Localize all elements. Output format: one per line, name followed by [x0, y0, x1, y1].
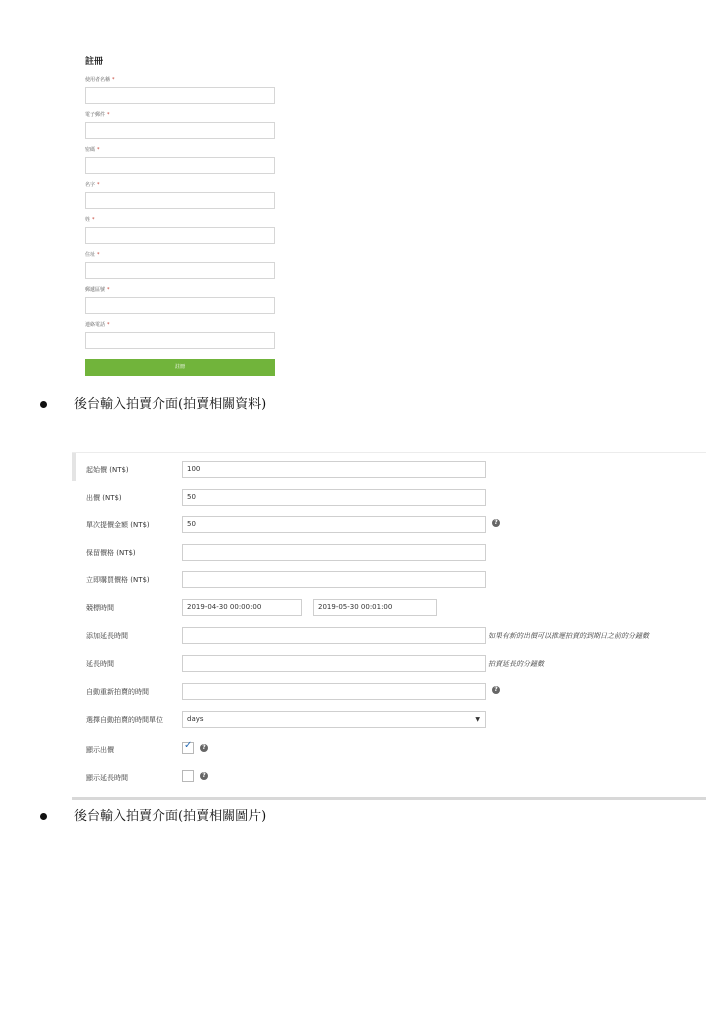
required-mark: *	[92, 217, 95, 223]
bid-label: 出價 (NT$)	[86, 494, 122, 502]
address-input[interactable]	[85, 262, 275, 279]
reserve-label: 保留價格 (NT$)	[86, 549, 136, 557]
check-icon: ✓	[184, 740, 193, 751]
bullet-text: 後台輸入拍賣介面(拍賣相關圖片)	[74, 809, 267, 824]
extend-label: 延長時間	[86, 660, 114, 668]
bidding-time-label: 競標時間	[86, 604, 114, 612]
help-icon[interactable]: ?	[492, 519, 500, 527]
extend-add-input[interactable]	[182, 627, 486, 644]
first-name-field	[85, 181, 275, 216]
postcode-field	[85, 286, 275, 321]
bullet-dot	[40, 401, 47, 408]
relist-unit-value: days	[187, 715, 204, 723]
extend-add-help: 如果有新的出價可以推遲拍賣的到期日之前的分鐘數	[488, 632, 649, 640]
auto-relist-label: 自動重新拍賣的時間	[86, 688, 149, 696]
bullet-text: 後台輸入拍賣介面(拍賣相關資料)	[74, 397, 267, 412]
register-title: 註冊	[85, 57, 104, 67]
register-form	[85, 56, 275, 356]
bidding-end-input[interactable]: 2019-05-30 00:01:00	[313, 599, 437, 616]
bid-input[interactable]: 50	[182, 489, 486, 506]
extend-add-row	[72, 627, 706, 645]
bid-row	[72, 489, 706, 507]
first-name-input[interactable]	[85, 192, 275, 209]
extend-row	[72, 655, 706, 673]
start-price-label: 起始價 (NT$)	[86, 466, 129, 474]
start-price-input[interactable]: 100	[182, 461, 486, 478]
extend-help: 拍賣延長的分鐘數	[488, 660, 544, 668]
postcode-label: 郵遞區號	[85, 287, 106, 293]
relist-unit-select[interactable]	[182, 711, 486, 728]
username-field	[85, 76, 275, 111]
extend-add-label: 添加延長時間	[86, 632, 128, 640]
last-name-field	[85, 216, 275, 251]
increment-input[interactable]: 50	[182, 516, 486, 533]
show-extend-checkbox[interactable]	[182, 770, 194, 782]
password-field	[85, 146, 275, 181]
increment-label: 單次提價金額 (NT$)	[86, 521, 150, 529]
auto-relist-row	[72, 683, 706, 701]
relist-unit-row	[72, 711, 706, 729]
help-icon[interactable]: ?	[200, 772, 208, 780]
bullet-dot	[40, 813, 47, 820]
username-label: 使用者名稱	[85, 77, 111, 83]
required-mark: *	[97, 147, 100, 153]
show-extend-label: 顯示延長時間	[86, 774, 128, 782]
last-name-label: 姓	[85, 217, 91, 223]
auto-relist-input[interactable]	[182, 683, 486, 700]
register-button[interactable]: 註冊	[85, 359, 275, 376]
username-input[interactable]	[85, 87, 275, 104]
buy-now-label: 立即購買價格 (NT$)	[86, 576, 150, 584]
bidding-start-input[interactable]: 2019-04-30 00:00:00	[182, 599, 302, 616]
show-bid-row	[72, 741, 706, 759]
phone-input[interactable]	[85, 332, 275, 349]
phone-label: 連絡電話	[85, 322, 106, 328]
show-extend-row	[72, 769, 706, 787]
reserve-input[interactable]	[182, 544, 486, 561]
required-mark: *	[97, 252, 100, 258]
required-mark: *	[107, 287, 110, 293]
address-label: 住址	[85, 252, 96, 258]
password-input[interactable]	[85, 157, 275, 174]
phone-field	[85, 321, 275, 356]
start-price-row	[72, 461, 706, 479]
bidding-time-row	[72, 599, 706, 617]
postcode-input[interactable]	[85, 297, 275, 314]
required-mark: *	[112, 77, 115, 83]
password-label: 密碼	[85, 147, 96, 153]
address-field	[85, 251, 275, 286]
buy-now-row	[72, 571, 706, 589]
email-input[interactable]	[85, 122, 275, 139]
show-bid-label: 顯示出價	[86, 746, 114, 754]
first-name-label: 名字	[85, 182, 96, 188]
required-mark: *	[97, 182, 100, 188]
last-name-input[interactable]	[85, 227, 275, 244]
required-mark: *	[107, 322, 110, 328]
help-icon[interactable]: ?	[492, 686, 500, 694]
increment-row	[72, 516, 706, 534]
reserve-row	[72, 544, 706, 562]
required-mark: *	[107, 112, 110, 118]
dropdown-arrow-icon: ▼	[475, 716, 480, 723]
relist-unit-label: 選擇自動拍賣的時間單位	[86, 716, 163, 724]
auction-settings-panel	[72, 452, 706, 800]
email-field	[85, 111, 275, 146]
show-bid-checkbox[interactable]	[182, 742, 194, 754]
help-icon[interactable]: ?	[200, 744, 208, 752]
buy-now-input[interactable]	[182, 571, 486, 588]
email-label: 電子郵件	[85, 112, 106, 118]
extend-input[interactable]	[182, 655, 486, 672]
